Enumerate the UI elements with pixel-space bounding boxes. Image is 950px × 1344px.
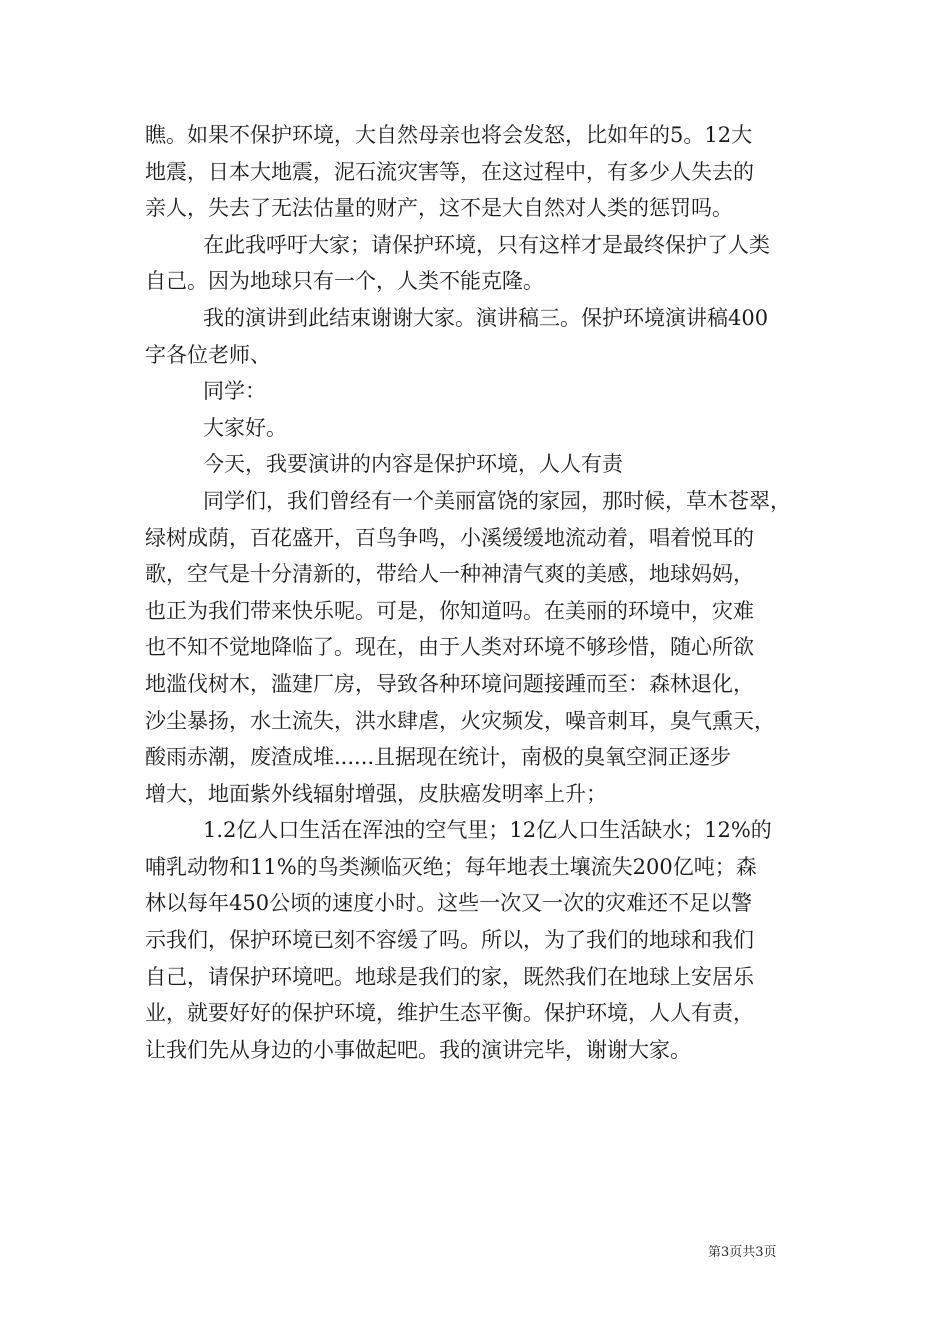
paragraph-start-line: 同学们，我们曾经有一个美丽富饶的家园，那时候，草木苍翠， — [203, 488, 791, 513]
text-line: 林以每年450公顷的速度小时。这些一次又一次的灾难还不足以警 — [145, 891, 753, 916]
text-line: 哺乳动物和11%的鸟类濒临灭绝；每年地表土壤流失200亿吨；森 — [145, 854, 757, 879]
text-line: 亲人，失去了无法估量的财产，这不是大自然对人类的惩罚吗。 — [145, 196, 733, 221]
text-line: 瞧。如果不保护环境，大自然母亲也将会发怒，比如年的5。12大 — [145, 123, 753, 147]
text-line: 歌，空气是十分清新的，带给人一种神清气爽的美感，地球妈妈， — [145, 562, 754, 587]
topic-line: 今天，我要演讲的内容是保护环境，人人有责 — [203, 452, 623, 477]
greeting-line: 大家好。 — [203, 415, 287, 440]
text-line: 也正为我们带来快乐呢。可是，你知道吗。在美丽的环境中，灾难 — [145, 598, 754, 623]
text-line: 也不知不觉地降临了。现在，由于人类对环境不够珍惜，随心所欲 — [145, 635, 754, 660]
text-line: 地震，日本大地震，泥石流灾害等，在这过程中，有多少人失去的 — [145, 159, 754, 184]
page-number-footer: 第3页共3页 — [708, 1245, 777, 1260]
text-line: 字各位老师、 — [145, 342, 271, 367]
paragraph-start-line: 在此我呼吁大家；请保护环境，只有这样才是最终保护了人类 — [203, 232, 770, 257]
text-line: 让我们先从身边的小事做起吧。我的演讲完毕，谢谢大家。 — [145, 1037, 691, 1062]
text-line: 酸雨赤潮，废渣成堆......且据现在统计，南极的臭氧空洞正逐步 — [145, 745, 732, 770]
text-line: 自己。因为地球只有一个，人类不能克隆。 — [145, 269, 544, 294]
text-line: 沙尘暴扬，水土流失，洪水肆虐，火灾频发，噪音刺耳，臭气熏天， — [145, 708, 775, 733]
text-line: 示我们，保护环境已刻不容缓了吗。所以，为了我们的地球和我们 — [145, 928, 754, 953]
text-line: 业，就要好好的保护环境，维护生态平衡。保护环境，人人有责， — [145, 1001, 754, 1026]
salutation-line: 同学： — [203, 379, 266, 404]
text-line: 增大，地面紫外线辐射增强，皮肤癌发明率上升； — [145, 781, 607, 806]
paragraph-start-line: 我的演讲到此结束谢谢大家。演讲稿三。保护环境演讲稿400 — [203, 305, 769, 330]
paragraph-start-line: 1.2亿人口生活在浑浊的空气里；12亿人口生活缺水；12%的 — [203, 818, 772, 843]
text-line: 自己，请保护环境吧。地球是我们的家，既然我们在地球上安居乐 — [145, 964, 754, 989]
text-line: 绿树成荫，百花盛开，百鸟争鸣，小溪缓缓地流动着，唱着悦耳的 — [145, 525, 754, 550]
text-line: 地滥伐树木，滥建厂房，导致各种环境问题接踵而至：森林退化， — [145, 671, 754, 696]
document-body — [145, 117, 810, 1068]
